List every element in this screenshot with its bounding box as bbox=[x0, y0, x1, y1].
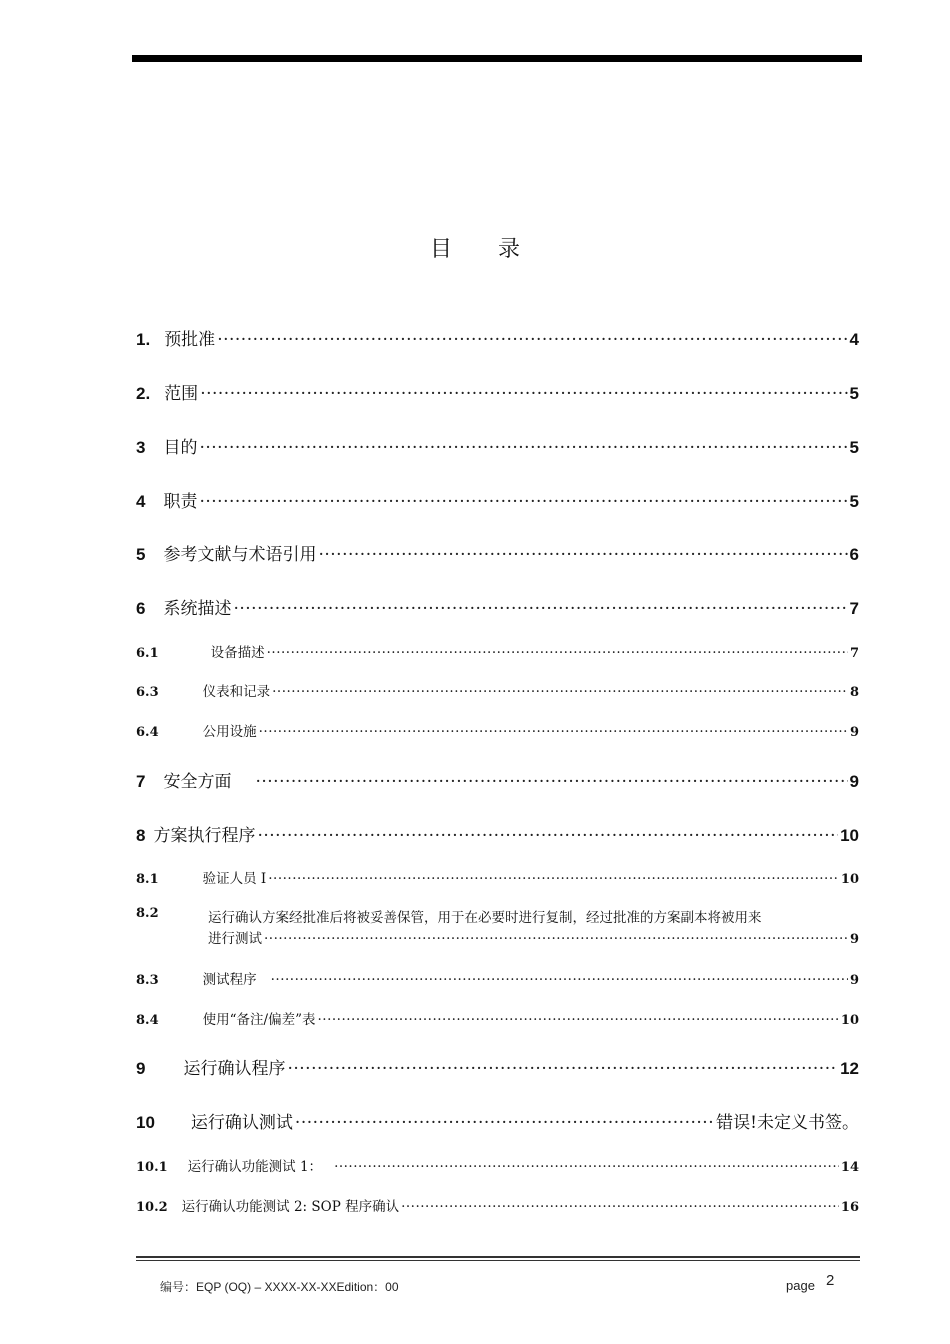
toc-entry-page: 7 bbox=[849, 599, 859, 618]
toc-entry-number: 6 bbox=[136, 599, 146, 618]
toc-entry-label-line-2-row bbox=[208, 927, 859, 947]
toc-title-char-1: 目 bbox=[429, 237, 452, 262]
toc-entry-page: 5 bbox=[849, 492, 859, 511]
dot-leader bbox=[267, 645, 848, 661]
dot-leader bbox=[401, 1199, 839, 1215]
toc-entry-page: 8 bbox=[849, 685, 859, 700]
toc-entry-4[interactable] bbox=[136, 487, 859, 512]
toc-entry-page: 10 bbox=[840, 1013, 859, 1028]
dot-leader bbox=[271, 972, 848, 988]
toc-entry-number: 10.1 bbox=[136, 1160, 168, 1175]
toc-entry-label: 测试程序 bbox=[202, 972, 257, 988]
toc-entry-1[interactable] bbox=[136, 325, 859, 350]
dot-leader bbox=[317, 1012, 838, 1028]
dot-leader bbox=[199, 438, 847, 458]
toc-entry-6-4[interactable] bbox=[136, 720, 859, 740]
page-number: 2 bbox=[826, 1272, 835, 1289]
page-label: page bbox=[786, 1278, 815, 1293]
toc-entry-number: 6.3 bbox=[136, 685, 159, 700]
toc-entry-page: 5 bbox=[849, 438, 859, 457]
toc-entry-page: 9 bbox=[849, 772, 859, 791]
toc-entry-page-error: 错误!未定义书签。 bbox=[716, 1113, 859, 1133]
dot-leader bbox=[217, 330, 847, 350]
dot-leader bbox=[318, 545, 847, 565]
toc-entry-number: 2. bbox=[136, 384, 151, 403]
toc-entry-6[interactable] bbox=[136, 594, 859, 619]
toc-entry-page: 10 bbox=[840, 872, 859, 887]
toc-entry-9[interactable] bbox=[136, 1054, 859, 1079]
toc-entry-label-line-1: 运行确认方案经批准后将被妥善保管，用于在必要时进行复制，经过批准的方案副本将被用来 bbox=[208, 910, 762, 926]
toc-entry-label: 安全方面 bbox=[163, 772, 232, 792]
toc-entry-label: 参考文献与术语引用 bbox=[163, 545, 317, 565]
toc-entry-number: 6.1 bbox=[136, 646, 159, 661]
toc-entry-label: 公用设施 bbox=[202, 724, 257, 740]
toc-entry-label: 验证人员 I bbox=[202, 871, 267, 887]
toc-entry-page: 16 bbox=[840, 1200, 859, 1215]
toc-entry-6-1[interactable] bbox=[136, 641, 859, 661]
toc-entry-number: 6.4 bbox=[136, 725, 159, 740]
dot-leader bbox=[268, 871, 839, 887]
toc-entry-label: 使用“备注/偏差”表 bbox=[202, 1012, 316, 1028]
toc-entry-label: 设备描述 bbox=[210, 645, 265, 661]
toc-entry-label: 预批准 bbox=[164, 330, 216, 350]
toc-entry-8-3[interactable] bbox=[136, 968, 859, 988]
toc-entry-number: 8.4 bbox=[136, 1013, 159, 1028]
toc-entry-3[interactable] bbox=[136, 433, 859, 458]
toc-entry-8-1[interactable] bbox=[136, 867, 859, 887]
toc-entry-10[interactable] bbox=[136, 1108, 859, 1133]
toc-entry-number: 8.3 bbox=[136, 973, 159, 988]
footer-rule-thin bbox=[136, 1260, 860, 1261]
toc-entry-page: 14 bbox=[840, 1160, 859, 1175]
toc-entry-number: 10.2 bbox=[136, 1200, 168, 1215]
toc-entry-number: 5 bbox=[136, 545, 146, 564]
toc-entry-number: 8 bbox=[136, 826, 146, 845]
dot-leader bbox=[199, 492, 847, 512]
toc-entry-number: 7 bbox=[136, 772, 146, 791]
dot-leader bbox=[233, 599, 847, 619]
toc-entry-label: 系统描述 bbox=[163, 599, 232, 619]
toc-entry-label-line-2: 进行测试 bbox=[208, 931, 262, 947]
toc-entry-10-2[interactable] bbox=[136, 1195, 859, 1215]
toc-entry-8[interactable] bbox=[136, 821, 859, 846]
dot-leader bbox=[272, 684, 848, 700]
toc-entry-8-4[interactable] bbox=[136, 1008, 859, 1028]
header-rule bbox=[132, 55, 862, 62]
toc-entry-8-2[interactable] bbox=[136, 906, 859, 948]
toc-entry-page: 12 bbox=[840, 1059, 859, 1078]
toc-entry-label: 运行确认测试 bbox=[190, 1113, 293, 1133]
toc-entry-10-1[interactable] bbox=[136, 1155, 859, 1175]
dot-leader bbox=[264, 931, 848, 947]
toc-entry-page: 10 bbox=[840, 826, 859, 845]
dot-leader bbox=[259, 724, 848, 740]
toc-entry-6-3[interactable] bbox=[136, 680, 859, 700]
toc-entry-page: 6 bbox=[849, 545, 859, 564]
document-code: 编号：EQP (OQ) – XXXX-XX-XXEdition：00 bbox=[160, 1280, 399, 1294]
toc-entry-page: 9 bbox=[849, 932, 859, 947]
toc-entry-2[interactable] bbox=[136, 379, 859, 404]
toc-entry-label: 运行确认程序 bbox=[183, 1059, 286, 1079]
toc-entry-number: 8.2 bbox=[136, 906, 159, 921]
toc-entry-label: 范围 bbox=[164, 384, 199, 404]
dot-leader bbox=[255, 772, 847, 792]
toc-entry-label: 仪表和记录 bbox=[202, 684, 271, 700]
toc-entry-page: 9 bbox=[849, 973, 859, 988]
dot-leader bbox=[334, 1159, 839, 1175]
footer-rule bbox=[136, 1256, 860, 1258]
toc-entry-number: 8.1 bbox=[136, 872, 159, 887]
toc-entry-label: 职责 bbox=[163, 492, 198, 512]
toc-entry-page: 9 bbox=[849, 725, 859, 740]
toc-entry-number: 9 bbox=[136, 1059, 146, 1078]
toc-entry-label: 运行确认功能测试 1： bbox=[187, 1159, 323, 1175]
toc-entry-number: 4 bbox=[136, 492, 146, 511]
toc-entry-number: 10 bbox=[136, 1113, 155, 1132]
dot-leader bbox=[257, 826, 838, 846]
toc-entry-label: 目的 bbox=[163, 438, 198, 458]
toc-entry-number: 3 bbox=[136, 438, 146, 457]
toc-title bbox=[0, 232, 950, 263]
toc-entry-label: 运行确认功能测试 2: SOP 程序确认 bbox=[181, 1199, 400, 1215]
dot-leader bbox=[295, 1113, 714, 1133]
toc-title-char-2: 录 bbox=[498, 237, 521, 262]
dot-leader bbox=[200, 384, 847, 404]
toc-entry-5[interactable] bbox=[136, 540, 859, 565]
toc-entry-page: 7 bbox=[849, 646, 859, 661]
toc-entry-label: 方案执行程序 bbox=[153, 826, 256, 846]
toc-entry-number: 1. bbox=[136, 330, 151, 349]
toc-entry-page: 4 bbox=[849, 330, 859, 349]
dot-leader bbox=[287, 1059, 838, 1079]
toc-entry-page: 5 bbox=[849, 384, 859, 403]
toc-entry-7[interactable] bbox=[136, 767, 859, 792]
